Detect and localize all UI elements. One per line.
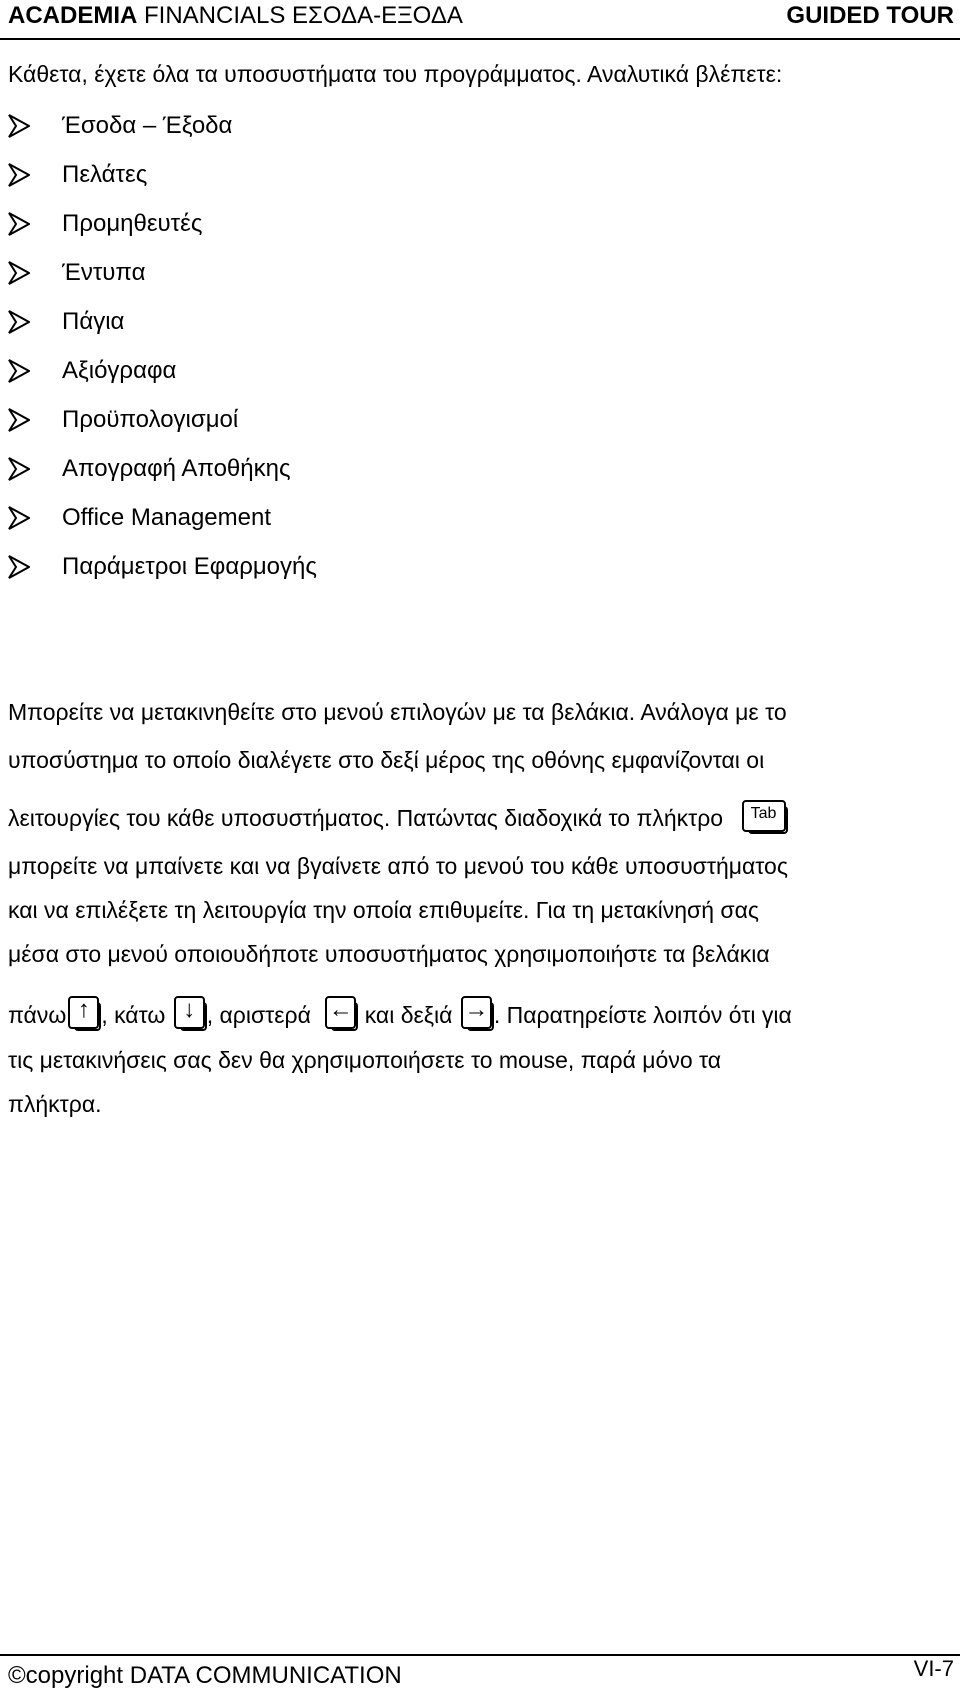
key-label: Tab [750, 805, 777, 822]
subsystem-label: Πελάτες [62, 161, 148, 188]
page-header [0, 0, 960, 40]
arrowhead-bullet-icon [8, 506, 30, 530]
key-label: → [464, 996, 489, 1023]
arrowhead-bullet-icon [8, 408, 30, 432]
header-title [8, 2, 463, 30]
subsystem-label: Απογραφή Αποθήκης [62, 455, 291, 482]
arrowhead-bullet-icon [8, 114, 30, 138]
arrowhead-bullet-icon [8, 457, 30, 481]
document-title: FINANCIALS ΕΣΟΔΑ-ΕΞΟΔΑ [144, 2, 463, 29]
arrowhead-bullet-icon [8, 212, 30, 236]
arrowhead-bullet-icon [8, 310, 30, 334]
key-label: ↓ [183, 996, 196, 1023]
key-label: ↑ [77, 996, 90, 1023]
arrowhead-bullet-icon [8, 261, 30, 285]
subsystem-label: Office Management [62, 504, 272, 531]
arrowhead-bullet-icon [8, 555, 30, 579]
paragraph-line [8, 800, 788, 832]
paragraph-line: υποσύστημα το οποίο διαλέγετε στο δεξί μέρος της οθόνης εμφανίζονται οι [8, 747, 765, 773]
tab-key-icon [742, 800, 786, 832]
subsystem-label: Έντυπα [62, 259, 146, 286]
section-label: GUIDED TOUR [786, 2, 954, 29]
down-arrow-key-icon [174, 996, 205, 1029]
key-label: ← [328, 996, 353, 1023]
subsystem-label: Προϋπολογισμοί [62, 406, 239, 433]
subsystem-label: Αξιόγραφα [62, 357, 177, 384]
paragraph-line: μπορείτε να μπαίνετε και να βγαίνετε από το μενού του κάθε υποσυστήματος [8, 853, 788, 879]
paragraph-line: τις μετακινήσεις σας δεν θα χρησιμοποιήσετε το mouse, παρά μόνο τα [8, 1047, 722, 1073]
right-arrow-key-icon [461, 996, 492, 1029]
arrowhead-bullet-icon [8, 163, 30, 187]
footer-divider [0, 1654, 960, 1656]
paragraph-text: . Παρατηρείστε λοιπόν ότι για [493, 1002, 792, 1028]
paragraph-line: μέσα στο μενού οποιουδήποτε υποσυστήματος χρησιμοποιήστε τα βελάκια [8, 941, 770, 967]
footer-copyright: ©copyright DATA COMMUNICATION [8, 1662, 402, 1689]
paragraph-text: πάνω [8, 1002, 67, 1028]
paragraph-line: και να επιλέξετε τη λειτουργία την οποία επιθυμείτε. Για τη μετακίνησή σας [8, 897, 759, 923]
subsystem-label: Προμηθευτές [62, 210, 203, 237]
paragraph-text: λειτουργίες του κάθε υποσυστήματος. Πατώντας διαδοχικά το πλήκτρο [8, 805, 724, 831]
arrowhead-bullet-icon [8, 359, 30, 383]
left-arrow-key-icon [325, 996, 356, 1029]
subsystem-label: Πάγια [62, 308, 125, 335]
paragraph-text: , αριστερά [206, 1002, 311, 1028]
intro-text: Κάθετα, έχετε όλα τα υποσυστήματα του προγράμματος. Αναλυτικά βλέπετε: [8, 61, 783, 87]
paragraph-line: πλήκτρα. [8, 1091, 102, 1117]
brand-name: ACADEMIA [8, 2, 138, 29]
subsystem-label: Έσοδα – Έξοδα [62, 112, 233, 139]
subsystem-label: Παράμετροι Εφαρμογής [62, 553, 317, 580]
paragraph-text: και δεξιά [364, 1002, 453, 1028]
paragraph-line: Μπορείτε να μετακινηθείτε στο μενού επιλογών με τα βελάκια. Ανάλογα με το [8, 699, 787, 725]
page-number: VI-7 [913, 1656, 954, 1681]
up-arrow-key-icon [68, 996, 99, 1029]
paragraph-text: , κάτω [101, 1002, 166, 1028]
paragraph-line [8, 996, 792, 1029]
